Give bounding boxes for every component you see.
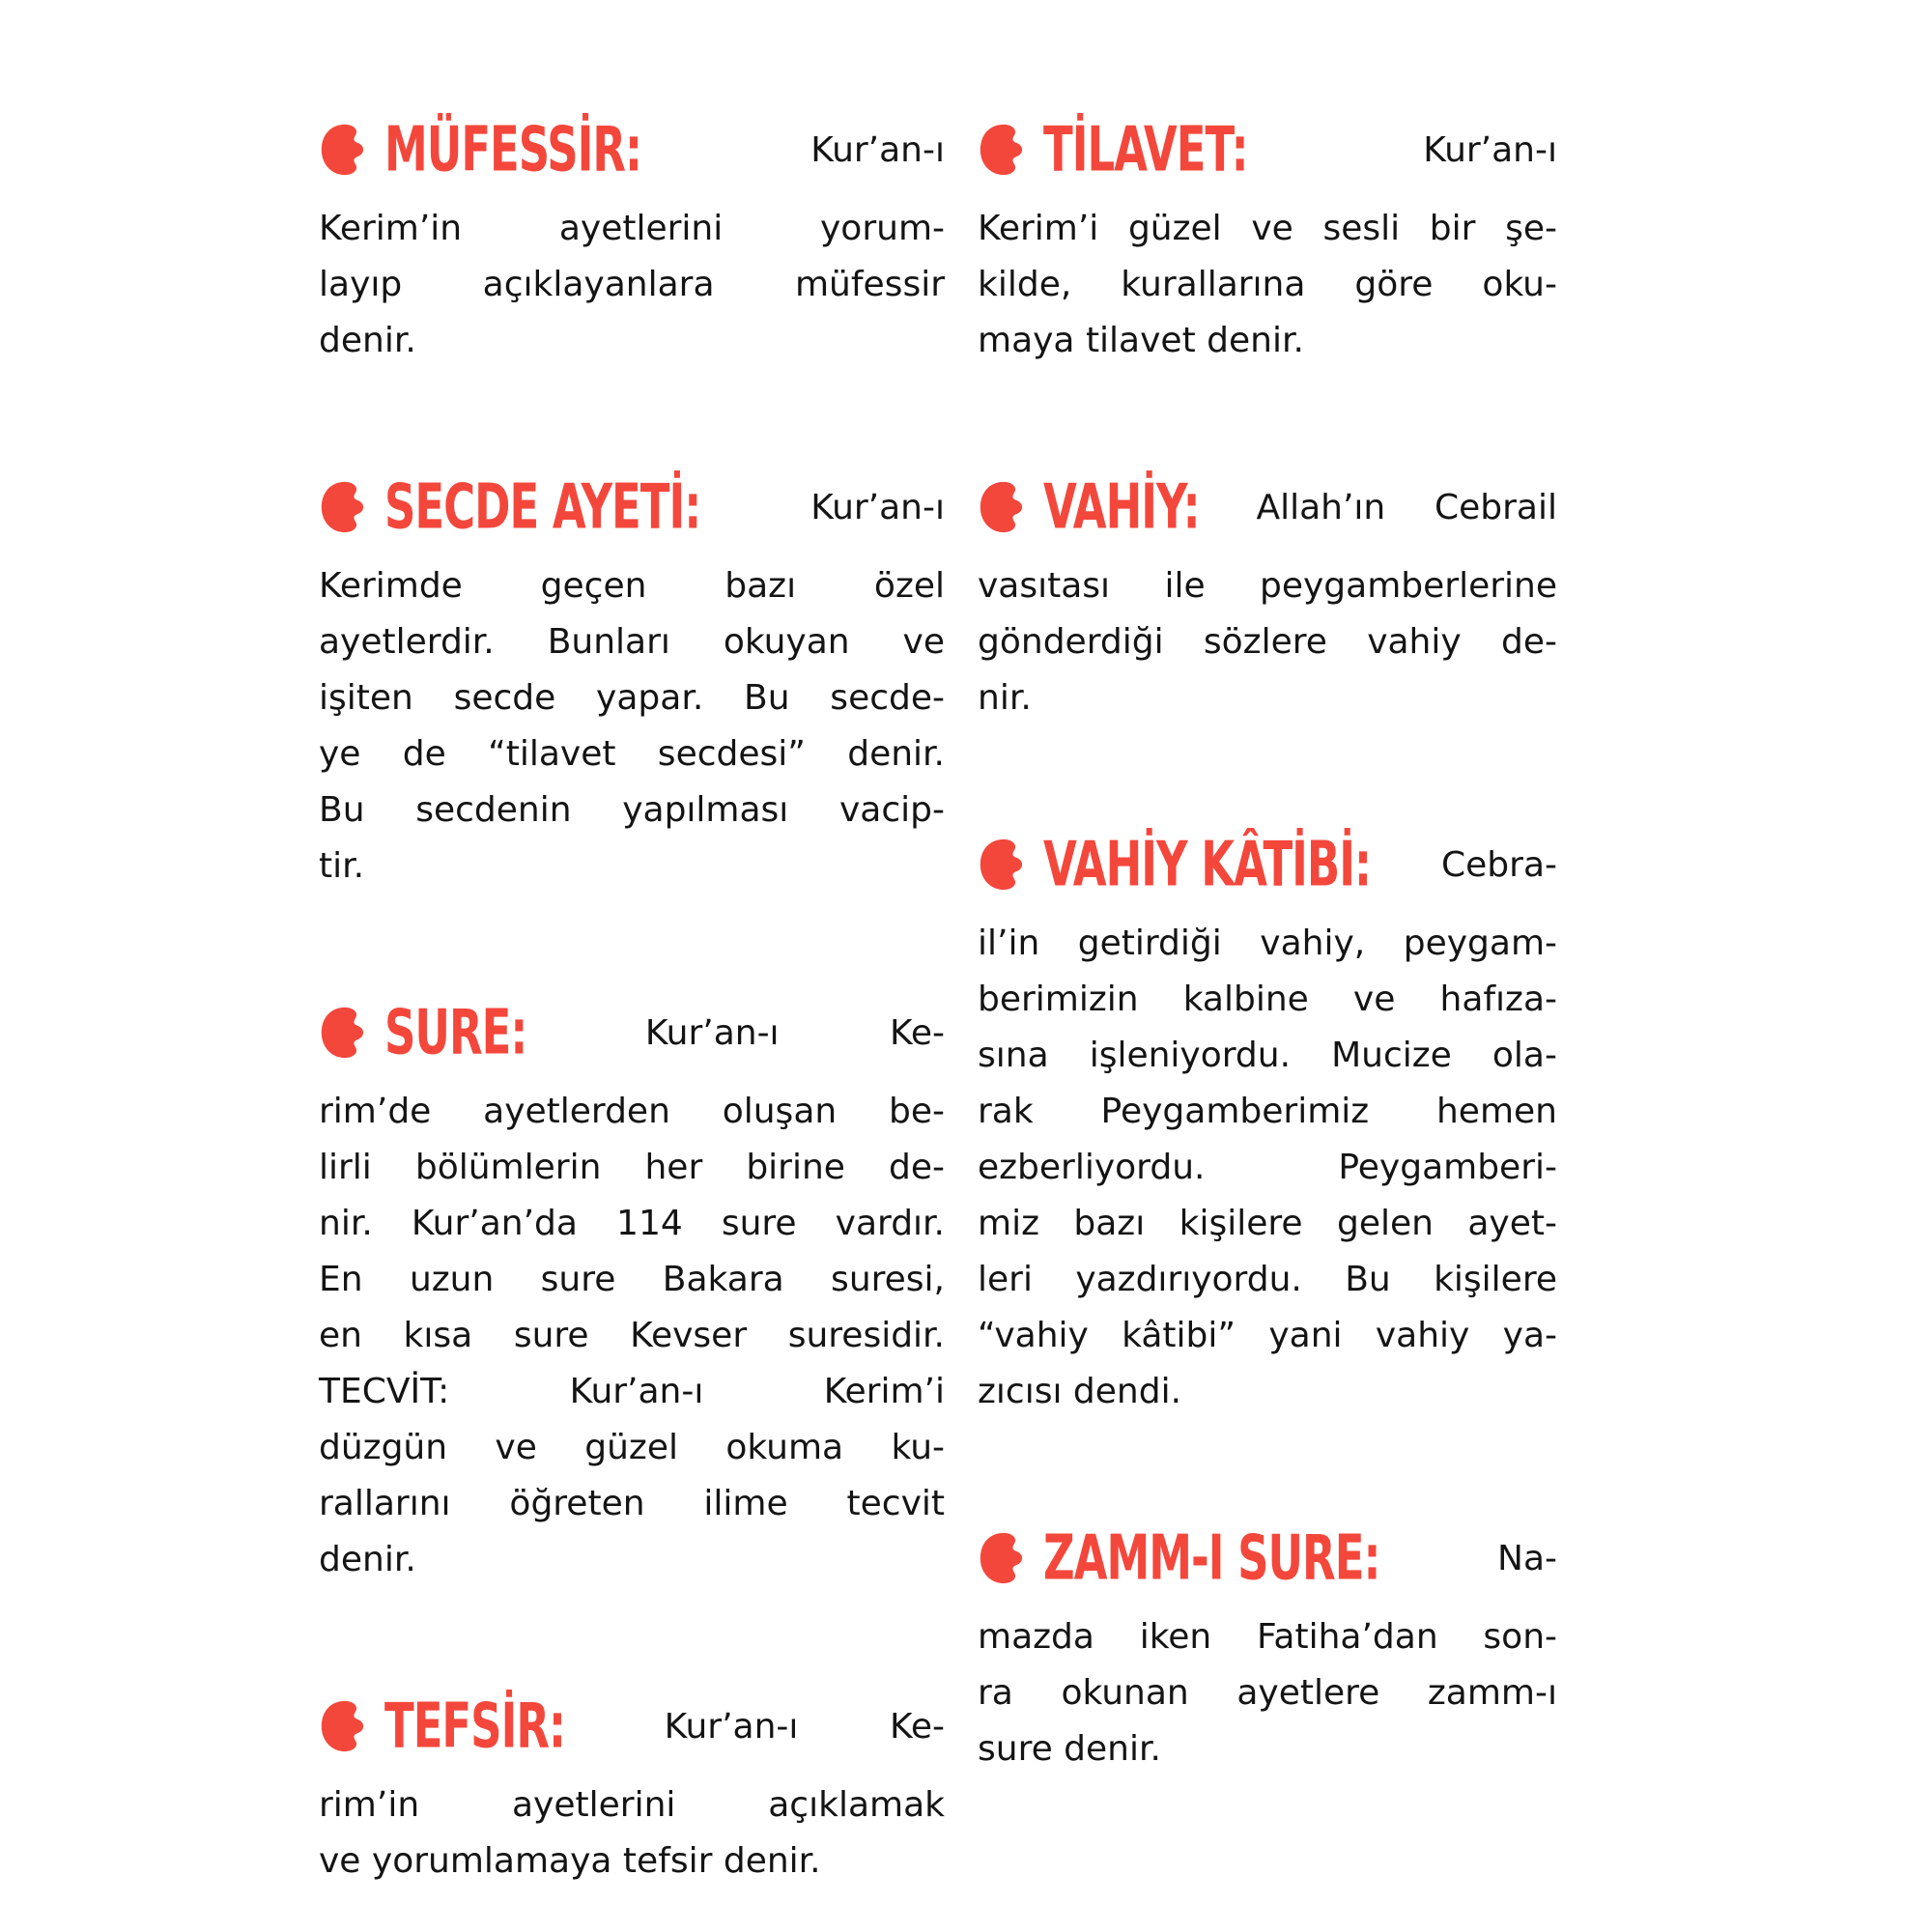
entry-heading-tilavet: TİLAVET: bbox=[1043, 112, 1248, 185]
body-line: TECVİT: Kur’an-ı Kerim’i bbox=[319, 1372, 945, 1411]
body-line: sına işleniyordu. Mucize ola- bbox=[978, 1036, 1557, 1075]
entry-secde-ayeti bbox=[319, 466, 945, 895]
entry-mufessir bbox=[319, 108, 945, 369]
entry-heading-secde-ayeti: SECDE AYETİ: bbox=[384, 469, 701, 543]
body-line: “vahiy kâtibi” yani vahiy ya- bbox=[978, 1316, 1557, 1355]
entry-lead-text bbox=[534, 1013, 945, 1053]
body-line: ye de “tilavet secdesi” denir. bbox=[319, 734, 945, 774]
body-line: il’in getirdiği vahiy, peygam- bbox=[978, 923, 1557, 963]
red-brush-blob-icon bbox=[319, 1697, 371, 1755]
body-line: rallarını öğreten ilime tecvit bbox=[319, 1484, 945, 1523]
body-line: leri yazdırıyordu. Bu kişilere bbox=[978, 1260, 1557, 1299]
red-brush-blob-icon bbox=[978, 836, 1030, 894]
body-line: maya tilavet denir. bbox=[978, 321, 1304, 360]
body-line: Bu secdenin yapılması vacip- bbox=[319, 790, 945, 830]
body-line: mazda iken Fatiha’dan son- bbox=[978, 1617, 1557, 1657]
entry-first-line bbox=[978, 1517, 1557, 1600]
entry-lead-text bbox=[649, 130, 945, 170]
entry-heading-zamm-i-sure: ZAMM-I SURE: bbox=[1043, 1520, 1380, 1594]
lead-word: Kur’an-ı bbox=[664, 1706, 799, 1747]
lead-word: Kur’an-ı bbox=[810, 487, 945, 527]
red-brush-blob-icon bbox=[978, 478, 1030, 536]
body-line: ayetlerdir. Bunları okuyan ve bbox=[319, 622, 945, 662]
column-right bbox=[978, 108, 1557, 1932]
entry-first-line bbox=[978, 108, 1557, 191]
body-line: işiten secde yapar. Bu secde- bbox=[319, 678, 945, 718]
body-line: kilde, kurallarına göre oku- bbox=[978, 265, 1557, 304]
body-line: düzgün ve güzel okuma ku- bbox=[319, 1428, 945, 1467]
entry-tefsir bbox=[319, 1685, 945, 1889]
entry-first-line bbox=[978, 466, 1557, 549]
entry-lead-text bbox=[1208, 488, 1557, 527]
lead-word: Kur’an-ı bbox=[644, 1012, 780, 1053]
red-brush-blob-icon bbox=[319, 478, 371, 536]
entry-tilavet bbox=[978, 108, 1557, 369]
lead-word: Allah’ın bbox=[1256, 487, 1386, 527]
body-line: en kısa sure Kevser suresidir. bbox=[319, 1316, 945, 1355]
column-left bbox=[319, 108, 945, 1932]
body-line: tir. bbox=[319, 846, 365, 886]
body-line: zıcısı dendi. bbox=[978, 1372, 1182, 1411]
lead-word: Ke- bbox=[890, 1706, 945, 1747]
lead-word: Cebrail bbox=[1434, 487, 1557, 527]
body-line: nir. bbox=[978, 678, 1032, 718]
entry-heading-sure: SURE: bbox=[384, 995, 527, 1068]
body-line: ra okunan ayetlere zamm-ı bbox=[978, 1673, 1557, 1713]
lead-word: Ke- bbox=[890, 1012, 945, 1053]
entry-first-line bbox=[319, 108, 945, 191]
entry-first-line bbox=[319, 1685, 945, 1768]
entry-heading-vahiy: VAHİY: bbox=[1043, 469, 1200, 543]
entry-lead-text bbox=[708, 488, 945, 527]
entry-vahiy bbox=[978, 466, 1557, 726]
entry-heading-vahiy-katibi: VAHİY KÂTİBİ: bbox=[1043, 827, 1371, 900]
body-line: En uzun sure Bakara suresi, bbox=[319, 1260, 945, 1299]
body-line: Kerim’in ayetlerini yorum- bbox=[319, 209, 945, 248]
entry-first-line bbox=[319, 466, 945, 549]
body-line: rim’in ayetlerini açıklamak bbox=[319, 1785, 945, 1825]
red-brush-blob-icon bbox=[319, 1004, 371, 1062]
body-line: berimizin kalbine ve hafıza- bbox=[978, 980, 1557, 1019]
entry-sure bbox=[319, 991, 945, 1588]
body-line: sure denir. bbox=[978, 1729, 1161, 1769]
entry-first-line bbox=[319, 991, 945, 1074]
entry-zamm-i-sure bbox=[978, 1517, 1557, 1777]
body-line: nir. Kur’an’da 114 sure vardır. bbox=[319, 1204, 945, 1243]
entry-lead-text bbox=[1256, 130, 1557, 170]
body-line: vasıtası ile peygamberlerine bbox=[978, 566, 1557, 606]
body-line: rim’de ayetlerden oluşan be- bbox=[319, 1092, 945, 1131]
entry-lead-text bbox=[573, 1707, 945, 1747]
entry-vahiy-katibi bbox=[978, 823, 1557, 1420]
body-line: denir. bbox=[319, 1540, 416, 1579]
body-line: ezberliyordu. Peygamberi- bbox=[978, 1148, 1557, 1187]
body-line: ve yorumlamaya tefsir denir. bbox=[319, 1841, 821, 1881]
lead-word: Kur’an-ı bbox=[1423, 129, 1557, 170]
body-line: gönderdiği sözlere vahiy de- bbox=[978, 622, 1557, 662]
body-line: layıp açıklayanlara müfessir bbox=[319, 265, 945, 304]
entry-lead-text bbox=[1387, 1539, 1557, 1578]
lead-word: Cebra- bbox=[1441, 844, 1557, 885]
lead-word: Kur’an-ı bbox=[810, 129, 945, 170]
entry-first-line bbox=[978, 823, 1557, 906]
entry-heading-tefsir: TEFSİR: bbox=[384, 1689, 565, 1762]
body-line: denir. bbox=[319, 321, 416, 360]
body-line: lirli bölümlerin her birine de- bbox=[319, 1148, 945, 1187]
entry-heading-mufessir: MÜFESSİR: bbox=[384, 112, 641, 185]
red-brush-blob-icon bbox=[978, 121, 1030, 179]
body-line: rak Peygamberimiz hemen bbox=[978, 1092, 1557, 1131]
body-line: Kerimde geçen bazı özel bbox=[319, 566, 945, 606]
entry-lead-text bbox=[1378, 845, 1557, 885]
body-line: Kerim’i güzel ve sesli bir şe- bbox=[978, 209, 1557, 248]
lead-word: Na- bbox=[1497, 1538, 1557, 1578]
red-brush-blob-icon bbox=[319, 121, 371, 179]
red-brush-blob-icon bbox=[978, 1529, 1030, 1587]
body-line: miz bazı kişilere gelen ayet- bbox=[978, 1204, 1557, 1243]
